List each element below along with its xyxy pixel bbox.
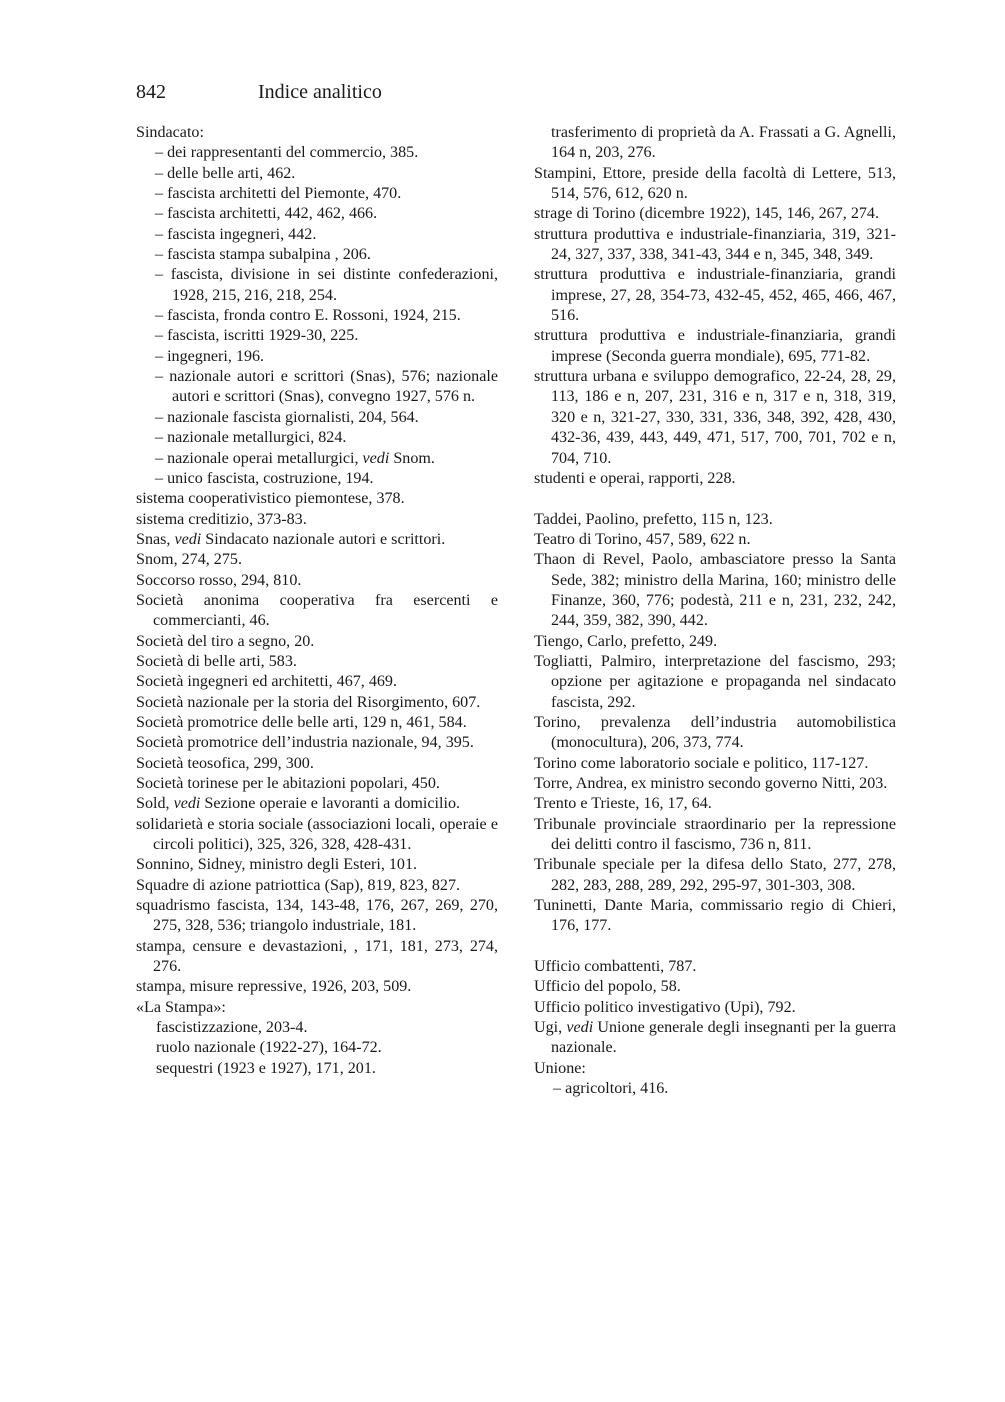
index-entry: studenti e operai, rapporti, 228. [534,469,736,487]
index-entry: Sonnino, Sidney, ministro degli Esteri, 101. [136,856,418,874]
index-entry: stampa, misure repressive, 1926, 203, 509. [136,978,412,996]
index-subentry: trasferimento di proprietà da A. Frassati a G. Agnelli, 164 n, 203, 276. [551,124,896,162]
index-entry: Ugi, vedi Unione generale degli insegnanti per la guerra nazionale. [534,1019,896,1057]
index-entry: Tribunale provinciale straordinario per la repressione dei delitti contro il fascismo, 736 n, 811. [534,815,896,854]
index-subentry: – fascista stampa subalpina , 206. [155,246,371,264]
index-entry: «La Stampa»: [136,998,226,1016]
index-entry: struttura produttiva e industriale-finanziaria, grandi imprese (Seconda guerra mondiale), 695, 771-82. [534,327,896,365]
index-entry: Sold, vedi Sezione operaie e lavoranti a domicilio. [136,795,461,813]
index-entry: squadrismo fascista, 134, 143-48, 176, 267, 269, 270, 275, 328, 536; triangolo industriale, 181. [136,897,498,935]
index-entry: Società teosofica, 299, 300. [136,754,314,772]
index-subentry: – fascista architetti del Piemonte, 470. [155,185,402,203]
index-entry: Ufficio combattenti, 787. [534,958,697,976]
index-entry: Società promotrice delle belle arti, 129 n, 461, 584. [136,713,467,731]
index-subentry: – ingegneri, 196. [155,347,265,365]
index-entry: Unione: [534,1059,586,1077]
index-entry: Tribunale speciale per la difesa dello Stato, 277, 278, 282, 283, 288, 289, 292, 295-97, 301-303, 308. [534,856,896,894]
index-subentry: fascistizzazione, 203-4. [156,1019,308,1037]
index-entry: Torino, prevalenza dell’industria automobilistica (monocultura), 206, 373, 774. [534,713,896,752]
index-entry: solidarietà e storia sociale (associazioni locali, operaie e circoli politici), 325, 326, 328, 428-431. [136,815,498,854]
index-subentry: – fascista, fronda contro E. Rossoni, 1924, 215. [155,307,461,325]
index-subentry: – dei rappresentanti del commercio, 385. [155,144,419,162]
index-entry: Società ingegneri ed architetti, 467, 469. [136,673,397,691]
index-entry: Società torinese per le abitazioni popolari, 450. [136,775,440,792]
index-entry: Torino come laboratorio sociale e politico, 117-127. [534,754,869,772]
index-entry: strage di Torino (dicembre 1922), 145, 146, 267, 274. [534,205,879,223]
index-subentry: – fascista ingegneri, 442. [155,225,317,243]
index-subentry: – nazionale operai metallurgici, vedi Snom. [155,449,435,467]
index-subentry: – nazionale fascista giornalisti, 204, 564. [155,408,419,426]
index-entry: struttura urbana e sviluppo demografico, 22-24, 28, 29, 113, 186 e n, 207, 231, 316 e n, 317 e n, 318, 319, 320 e n, 321-27, 330, 331, 336, 348, 392, 428, 430, 432-36, 439, 443, 449, 471, 517, 700, 701, 702 e n, 704, 710. [534,368,896,467]
index-entry: Trento e Trieste, 16, 17, 64. [534,795,712,813]
index-subentry: – fascista, divisione in sei distinte confederazioni, 1928, 215, 216, 218, 254. [155,266,498,304]
index-entry: struttura produttiva e industriale-finanziaria, grandi imprese, 27, 28, 354-73, 432-45, 452, 465, 466, 467, 516. [534,266,896,325]
index-entry: Società anonima cooperativa fra esercenti e commercianti, 46. [136,591,498,630]
index-entry: sistema cooperativistico piemontese, 378. [136,490,405,508]
page-number: 842 [136,81,166,103]
index-entry: stampa, censure e devastazioni, , 171, 181, 273, 274, 276. [136,937,498,976]
index-entry: struttura produttiva e industriale-finanziaria, 319, 321-24, 327, 337, 338, 341-43, 344 e n, 345, 348, 349. [534,225,896,264]
index-entry: Società del tiro a segno, 20. [136,632,315,650]
index-subentry: – fascista, iscritti 1929-30, 225. [155,327,359,345]
index-entry: Tuninetti, Dante Maria, commissario regio di Chieri, 176, 177. [534,897,896,935]
index-column-left [136,123,498,1079]
index-entry: Società nazionale per la storia del Risorgimento, 607. [136,693,481,711]
index-subentry: ruolo nazionale (1922-27), 164-72. [156,1039,382,1057]
index-entry: Snom, 274, 275. [136,551,242,569]
index-entry: Sindacato: [136,124,204,141]
index-entry: Thaon di Revel, Paolo, ambasciatore presso la Santa Sede, 382; ministro della Marina, 160; ministro delle Finanze, 360, 776; podestà, 211 e n, 231, 232, 242, 244, 359, 382, 390, 442. [534,551,896,630]
page-header [136,78,382,106]
index-entry: Snas, vedi Sindacato nazionale autori e scrittori. [136,530,446,548]
index-subentry: sequestri (1923 e 1927), 171, 201. [156,1059,376,1077]
index-entry: Teatro di Torino, 457, 589, 622 n. [534,530,751,548]
index-entry: Ufficio del popolo, 58. [534,978,681,996]
index-entry: Togliatti, Palmiro, interpretazione del fascismo, 293; opzione per agitazione e propaganda nel sindacato fascista, 292. [534,652,896,711]
index-subentry: – unico fascista, costruzione, 194. [155,469,374,487]
section-gap [534,489,896,509]
index-subentry: – nazionale metallurgici, 824. [155,429,347,447]
index-entry: Taddei, Paolino, prefetto, 115 n, 123. [534,510,773,528]
index-entry: Squadre di azione patriottica (Sap), 819, 823, 827. [136,876,461,894]
index-subentry: – agricoltori, 416. [553,1080,669,1098]
index-subentry: – delle belle arti, 462. [155,164,296,182]
index-entry: Società promotrice dell’industria nazionale, 94, 395. [136,734,474,752]
index-entry: Torre, Andrea, ex ministro secondo governo Nitti, 203. [534,775,888,792]
index-entry: Stampini, Ettore, preside della facoltà di Lettere, 513, 514, 576, 612, 620 n. [534,164,896,203]
index-column-right [534,123,896,1100]
index-subentry: – nazionale autori e scrittori (Snas), 576; nazionale autori e scrittori (Snas), convegno 1927, 576 n. [155,368,498,406]
section-gap [534,937,896,957]
index-entry: sistema creditizio, 373-83. [136,510,307,528]
index-entry: Soccorso rosso, 294, 810. [136,571,302,589]
index-entry: Ufficio politico investigativo (Upi), 792. [534,998,796,1016]
index-entry: Tiengo, Carlo, prefetto, 249. [534,632,718,650]
index-subentry: – fascista architetti, 442, 462, 466. [155,205,378,223]
page-title: Indice analitico [258,81,382,103]
index-entry: Società di belle arti, 583. [136,652,297,670]
